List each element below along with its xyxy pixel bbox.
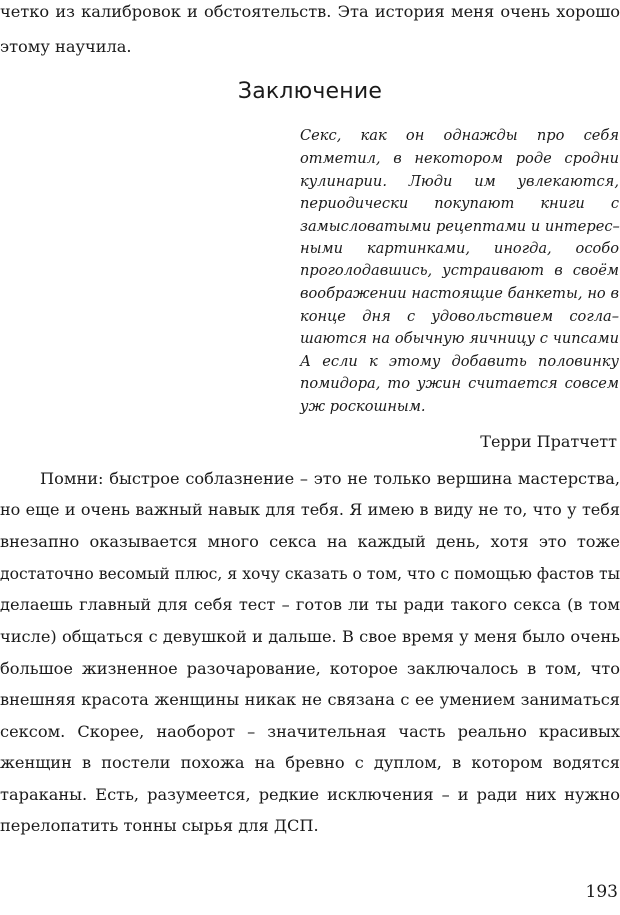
- text-line: внезапно оказывается много секса на каждый день, хотя это тоже: [0, 532, 620, 551]
- epigraph-line: воображении настоящие банкеты, но в: [300, 285, 619, 302]
- text-line: внешняя красота женщины никак не связана с ее умением заниматься: [0, 690, 620, 709]
- text-line: перелопатить тонны сырья для ДСП.: [0, 816, 319, 835]
- epigraph-line: кулинарии. Люди им увлекаются,: [300, 173, 619, 190]
- text-line: Помни: быстрое соблазнение – это не только вершина мастерства,: [40, 469, 620, 488]
- epigraph-line: проголодавшись, устраивают в своём: [300, 262, 619, 279]
- section-heading: Заключение: [237, 79, 383, 104]
- epigraph-line: замысловатыми рецептами и интерес–: [300, 218, 620, 235]
- epigraph-line: Секс, как он однажды про себя: [300, 127, 619, 144]
- epigraph-line: ными картинками, иногда, особо: [300, 240, 619, 257]
- epigraph-line: шаются на обычную яичницу с чипсами: [300, 330, 619, 347]
- epigraph-line: периодически покупают книги с: [300, 195, 619, 212]
- epigraph-author: Терри Пратчетт: [480, 432, 617, 451]
- text-line: числе) общаться с девушкой и дальше. В свое время у меня было очень: [0, 627, 620, 646]
- text-line: большое жизненное разочарование, которое заключалось в том, что: [0, 659, 620, 678]
- text-line: но еще и очень важный навык для тебя. Я имею в виду не то, что у тебя: [0, 500, 620, 519]
- text-line: этому научила.: [0, 37, 132, 56]
- epigraph-line: конце дня с удовольствием согла–: [300, 308, 619, 325]
- text-line: делаешь главный для себя тест – готов ли ты ради такого секса (в том: [0, 595, 620, 614]
- page-number: 193: [585, 882, 618, 902]
- epigraph-line: А если к этому добавить половинку: [300, 353, 619, 370]
- text-line: сексом. Скорее, наоборот – значительная часть реально красивых: [0, 722, 620, 741]
- text-line: тараканы. Есть, разумеется, редкие исключения – и ради них нужно: [0, 785, 620, 804]
- text-line: женщин в постели похожа на бревно с дуплом, в котором водятся: [0, 753, 620, 772]
- text-line: достаточно весомый плюс, я хочу сказать о том, что с помощью фастов ты: [0, 565, 620, 583]
- epigraph-line: отметил, в некотором роде сродни: [300, 150, 619, 167]
- epigraph-line: помидора, то ужин считается совсем: [300, 375, 619, 392]
- epigraph-line: уж роскошным.: [300, 398, 426, 415]
- text-line: четко из калибровок и обстоятельств. Эта история меня очень хорошо: [0, 2, 620, 21]
